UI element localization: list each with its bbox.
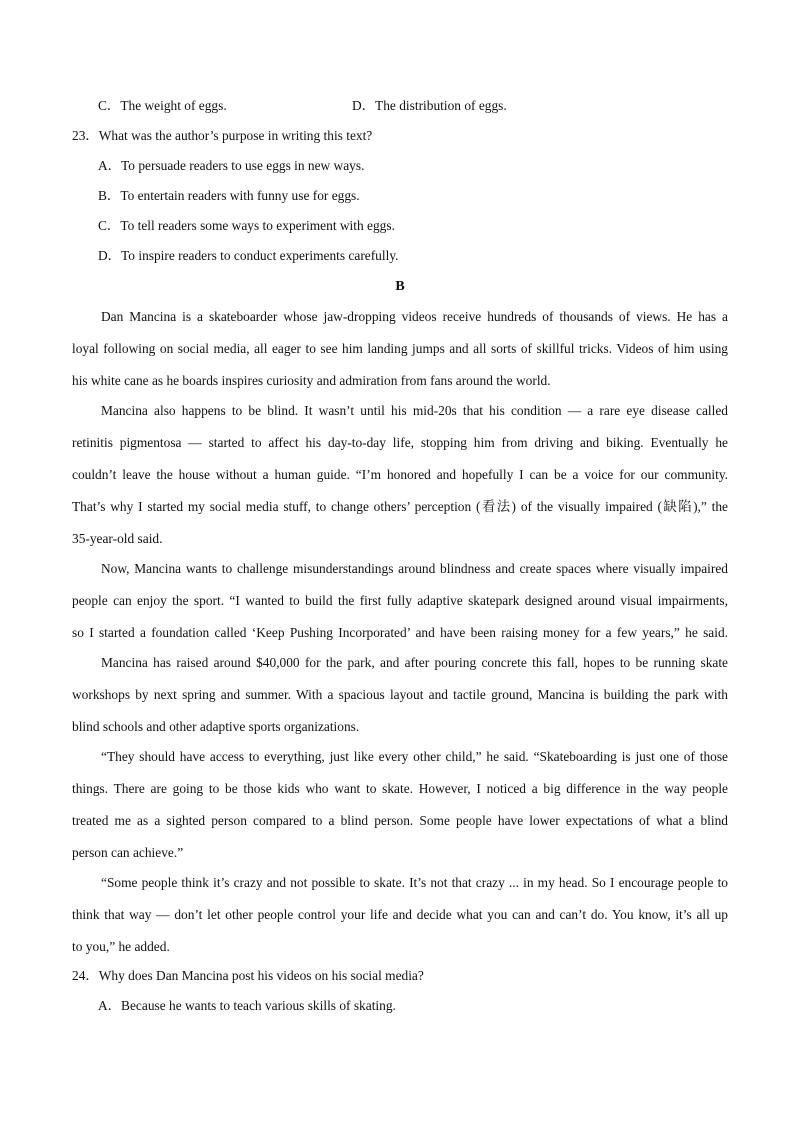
section-label: B <box>395 279 405 294</box>
passage-line: people can enjoy the sport. “I wanted to build the first fully adaptive skatepark designed around visual impairments, <box>72 593 728 608</box>
q22-option-c: C．The weight of eggs. <box>98 98 227 113</box>
passage-line: person can achieve.” <box>72 845 184 860</box>
passage-line: Dan Mancina is a skateboarder whose jaw-dropping videos receive hundreds of thousands of views. He has a <box>101 309 728 324</box>
passage-line: “Some people think it’s crazy and not possible to skate. It’s not that crazy ... in my head. So I encourage people to <box>101 875 728 890</box>
q24-option-a: A．Because he wants to teach various skills of skating. <box>98 998 396 1013</box>
q23-option-a: A．To persuade readers to use eggs in new ways. <box>98 158 365 173</box>
q23-option-b: B．To entertain readers with funny use for eggs. <box>98 188 360 203</box>
passage-line: 35-year-old said. <box>72 531 163 546</box>
q22-option-d: D．The distribution of eggs. <box>352 98 507 113</box>
passage-line: things. There are going to be those kids who want to skate. However, I noticed a big difference in the way people <box>72 781 728 796</box>
passage-line: That’s why I started my social media stuff, to change others’ perception (看法) of the visually impaired (缺陷),” the <box>72 499 728 514</box>
passage-line: couldn’t leave the house without a human guide. “I’m honored and hopefully I can be a voice for our community. <box>72 467 728 482</box>
q23-option-d: D．To inspire readers to conduct experiments carefully. <box>98 248 399 263</box>
passage-line: Mancina also happens to be blind. It wasn’t until his mid-20s that his condition — a rare eye disease called <box>101 403 728 418</box>
passage-line: Now, Mancina wants to challenge misunderstandings around blindness and create spaces where visually impaired <box>101 561 728 576</box>
passage-line: Mancina has raised around $40,000 for the park, and after pouring concrete this fall, hopes to be running skate <box>101 655 728 670</box>
passage-line: “They should have access to everything, just like every other child,” he said. “Skateboarding is just one of those <box>101 749 728 764</box>
passage-line: to you,” he added. <box>72 939 170 954</box>
q23-question: 23．What was the author’s purpose in writing this text? <box>72 128 373 143</box>
q24-question: 24．Why does Dan Mancina post his videos on his social media? <box>72 968 424 983</box>
passage-line: think that way — don’t let other people control your life and decide what you can and can’t do. You know, it’s all up <box>72 907 728 922</box>
q23-option-c: C．To tell readers some ways to experiment with eggs. <box>98 218 395 233</box>
passage-line: blind schools and other adaptive sports organizations. <box>72 719 360 734</box>
passage-line: so I started a foundation called ‘Keep Pushing Incorporated’ and have been raising money for a few years,” he said. <box>72 625 728 640</box>
passage-line: loyal following on social media, all eager to see him landing jumps and all sorts of skillful tricks. Videos of him using <box>72 341 728 356</box>
passage-line: workshops by next spring and summer. With a spacious layout and tactile ground, Mancina is building the park with <box>72 687 728 702</box>
passage-line: his white cane as he boards inspires curiosity and admiration from fans around the world. <box>72 373 551 388</box>
passage-line: treated me as a sighted person compared to a blind person. Some people have lower expectations of what a blind <box>72 813 728 828</box>
passage-line: retinitis pigmentosa — started to affect his day-to-day life, stopping him from driving and biking. Eventually he <box>72 435 728 450</box>
